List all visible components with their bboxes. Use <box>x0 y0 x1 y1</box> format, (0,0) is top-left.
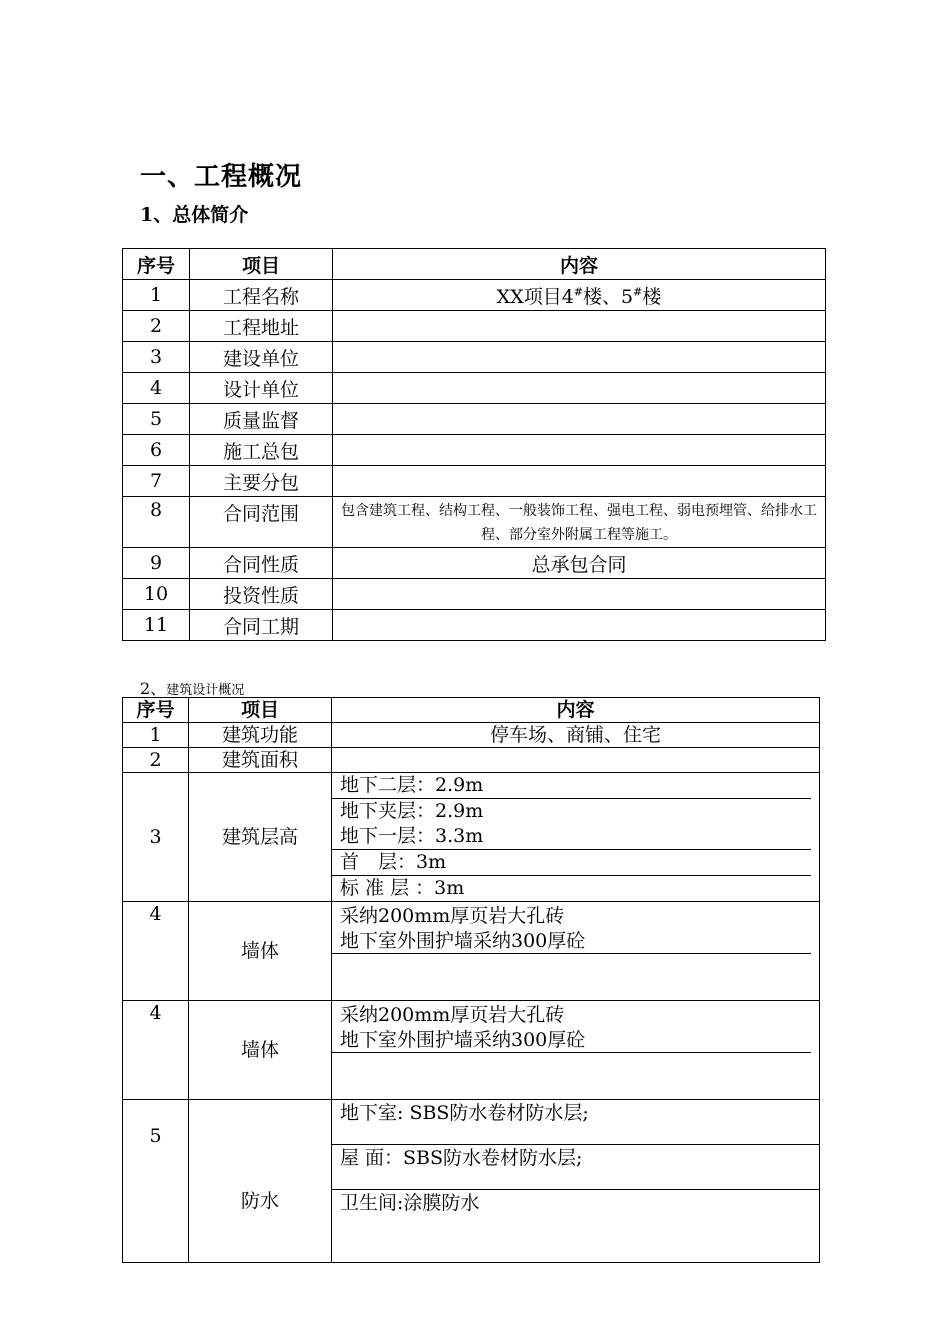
section-1-title: 1、总体简介 <box>140 204 249 226</box>
floor-height-line: 地下一层：3.3m <box>332 824 811 850</box>
row-item: 主要分包 <box>190 466 333 497</box>
table-row <box>123 773 820 902</box>
row-no: 5 <box>123 404 190 435</box>
row-no: 3 <box>123 342 190 373</box>
section-2-label: 建筑设计概况 <box>166 683 245 698</box>
row-item: 墙体 <box>189 1001 332 1100</box>
table-row <box>123 280 826 311</box>
row-item: 工程地址 <box>190 311 333 342</box>
table-row <box>123 902 820 1001</box>
header-content: 内容 <box>333 249 826 280</box>
row-item: 合同工期 <box>190 610 333 641</box>
waterproof-cell <box>332 1100 820 1263</box>
row-content <box>333 373 826 404</box>
row-content <box>333 579 826 610</box>
row-item: 建筑面积 <box>189 748 332 773</box>
section-2-title <box>140 676 244 699</box>
row-content <box>333 466 826 497</box>
table-row <box>123 373 826 404</box>
wall-cell <box>332 902 820 1001</box>
table-row <box>123 748 820 773</box>
table-row <box>123 1100 820 1263</box>
row-content <box>333 404 826 435</box>
row-no: 4 <box>123 1001 189 1100</box>
row-item: 合同性质 <box>190 548 333 579</box>
row-content <box>333 435 826 466</box>
row-item: 合同范围 <box>190 497 333 548</box>
header-item: 项目 <box>190 249 333 280</box>
table-row <box>123 311 826 342</box>
row-content <box>332 748 820 773</box>
row-no: 10 <box>123 579 190 610</box>
header-item: 项目 <box>189 698 332 723</box>
row-no: 7 <box>123 466 190 497</box>
wall-line: 采纳200mm厚页岩大孔砖 <box>340 1004 565 1026</box>
floor-height-line: 地下夹层：2.9m <box>340 800 484 822</box>
row-content <box>333 342 826 373</box>
row-item: 墙体 <box>189 902 332 1001</box>
table-row <box>123 723 820 748</box>
table-header-row <box>123 698 820 723</box>
row-item: 防水 <box>189 1100 332 1263</box>
row-content <box>333 610 826 641</box>
row-content <box>333 280 826 311</box>
waterproof-line: 屋 面：SBS防水卷材防水层; <box>332 1145 819 1190</box>
row-item: 工程名称 <box>190 280 333 311</box>
table-row <box>123 435 826 466</box>
table-row <box>123 548 826 579</box>
row-item: 投资性质 <box>190 579 333 610</box>
row-no: 1 <box>123 280 190 311</box>
table-row <box>123 497 826 548</box>
floor-height-line: 地下二层：2.9m <box>332 773 811 799</box>
table-row <box>123 342 826 373</box>
row-no: 1 <box>123 723 189 748</box>
waterproof-line: 卫生间:涂膜防水 <box>340 1192 480 1214</box>
row-no: 11 <box>123 610 190 641</box>
table-header-row <box>123 249 826 280</box>
architecture-design-table <box>122 697 820 1263</box>
wall-line: 采纳200mm厚页岩大孔砖 <box>340 905 565 927</box>
row-no: 3 <box>123 773 189 902</box>
row-content <box>333 311 826 342</box>
row-item: 设计单位 <box>190 373 333 404</box>
row-item: 建筑层高 <box>189 773 332 902</box>
row-no: 2 <box>123 311 190 342</box>
row-content: 总承包合同 <box>333 548 826 579</box>
general-info-table <box>122 248 826 641</box>
waterproof-line: 地下室: SBS防水卷材防水层; <box>332 1100 819 1145</box>
row-content-contract-scope: 包含建筑工程、结构工程、一般装饰工程、强电工程、弱电预埋管、给排水工程、部分室外附属工程等施工。 <box>333 497 826 548</box>
row-no: 5 <box>123 1100 189 1263</box>
floor-height-line: 标 准 层 ：3m <box>340 877 465 899</box>
section-2-number: 2、 <box>140 679 167 698</box>
table-row <box>123 579 826 610</box>
table-row <box>123 610 826 641</box>
header-no: 序号 <box>123 249 190 280</box>
header-content: 内容 <box>332 698 820 723</box>
project-name-part3: 楼 <box>642 285 662 308</box>
superscript-hash: # <box>573 285 584 299</box>
superscript-hash: # <box>633 285 643 299</box>
row-no: 2 <box>123 748 189 773</box>
row-no: 4 <box>123 373 190 404</box>
row-no: 6 <box>123 435 190 466</box>
row-content: 停车场、商铺、住宅 <box>332 723 820 748</box>
header-no: 序号 <box>123 698 189 723</box>
row-item: 质量监督 <box>190 404 333 435</box>
floor-height-cell <box>332 773 820 902</box>
wall-line: 地下室外围护墙采纳300厚砼 <box>332 1028 811 1053</box>
row-no: 8 <box>123 497 190 548</box>
table-row <box>123 1001 820 1100</box>
page-heading: 一、工程概况 <box>140 162 303 192</box>
table-row <box>123 466 826 497</box>
project-name-part1: XX项目4 <box>496 285 574 308</box>
row-no: 9 <box>123 548 190 579</box>
table-row <box>123 404 826 435</box>
row-item: 建设单位 <box>190 342 333 373</box>
wall-line: 地下室外围护墙采纳300厚砼 <box>332 929 811 954</box>
floor-height-line: 首 层：3m <box>332 850 811 876</box>
project-name-part2: 楼、5 <box>583 285 634 308</box>
row-item: 建筑功能 <box>189 723 332 748</box>
wall-cell <box>332 1001 820 1100</box>
row-no: 4 <box>123 902 189 1001</box>
row-item: 施工总包 <box>190 435 333 466</box>
